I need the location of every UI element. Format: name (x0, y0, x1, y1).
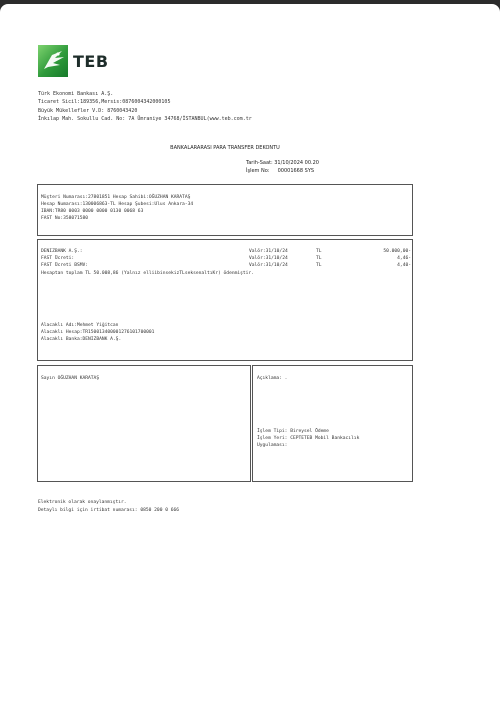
row-amount: 4,40- (397, 263, 411, 268)
row-amount: 50.000,00- (383, 249, 411, 254)
datetime-label: Tarih-Saat: (246, 160, 273, 166)
footer-line: Elektronik olarak onaylanmıştır. (38, 500, 127, 505)
footer-line: Detaylı bilgi için irtibat numarası: 0850 200 0 666 (38, 508, 180, 513)
row-label: FAST Ücreti BSMV: (41, 263, 89, 268)
detail-line: Uygulaması: (257, 443, 288, 448)
detail-line: İşlem Tipi: Bireysel Ödeme (257, 429, 329, 434)
teb-bird-icon (38, 45, 68, 77)
address-line: Türk Ekonomi Bankası A.Ş. (38, 91, 114, 97)
customer-box (37, 184, 413, 236)
row-date: Valör:31/10/24 (249, 263, 288, 268)
document-title: BANKALARARASI PARA TRANSFER DEKONTU (170, 145, 280, 151)
row-label: FAST Ücreti: (41, 256, 75, 261)
customer-line: Müşteri Numarası:27801851 Hesap Sahibi:OĞUZHAN KARATAŞ (41, 195, 191, 200)
row-label: DENIZBANK A.Ş.: (41, 249, 83, 254)
detail-line: İşlem Yeri: CEPTETEB Mobil Bankacılık (257, 436, 360, 441)
row-currency: TL (316, 263, 322, 268)
transfer-row (41, 249, 411, 256)
transaction-details (257, 428, 359, 449)
address-line: İnkılap Mah. Sokullu Cad. No: 7A Ümraniye 34768/İSTANBUL(www.teb.com.tr (38, 116, 252, 123)
details-box (252, 365, 413, 482)
bank-address (38, 90, 252, 124)
teb-logo (38, 45, 109, 77)
addressee-box (37, 365, 251, 482)
document-meta (246, 160, 319, 175)
row-date: Valör:31/10/24 (249, 249, 288, 254)
address-line: Ticaret Sicil:189356,Mersis:0876004342000105 (38, 99, 171, 106)
row-currency: TL (316, 249, 322, 254)
footer-note (38, 499, 179, 515)
customer-line: FAST No:358071580 (41, 216, 89, 221)
row-date: Valör:31/10/24 (249, 256, 288, 261)
transfer-row (41, 256, 411, 263)
logo-text: TEB (73, 51, 109, 71)
address-line: Büyük Mükellefler V.D: 8760043420 (38, 107, 138, 114)
transfer-row (41, 263, 411, 270)
recipient-info (41, 322, 154, 343)
total-paid-text: Hesaptan toplam TL 50.008,86 (Yalnız elliibinsekizTLseksenaltıKr) ödenmiştir. (41, 271, 254, 276)
receipt-page (0, 4, 500, 712)
addressee-name: Sayın OĞUZHAN KARATAŞ (41, 376, 100, 381)
txn-value: 00001668 (277, 167, 304, 174)
recipient-line: Alacaklı Hesap:TR150013400001276101700001 (41, 330, 155, 335)
row-currency: TL (316, 256, 322, 261)
recipient-line: Alacaklı Banka:DENIZBANK A.Ş. (41, 337, 122, 342)
description: Açıklama: . (257, 376, 288, 381)
customer-line: Hesap Numarası:130006863-TL Hesap Şubesi:Ulus Ankara-34 (41, 202, 194, 207)
datetime-value: 31/10/2024 00.20 (274, 160, 319, 166)
row-amount: 4,46- (397, 256, 411, 261)
txn-label: İşlem No: (246, 167, 270, 174)
customer-line: IBAN:TR80 0003 0000 0000 0130 0068 63 (41, 209, 144, 214)
txn-suffix: SYS (304, 167, 315, 174)
recipient-line: Alacaklı Adı:Mehmet Yiğitcan (41, 323, 119, 328)
transfer-box (37, 239, 413, 361)
customer-info (41, 194, 193, 222)
